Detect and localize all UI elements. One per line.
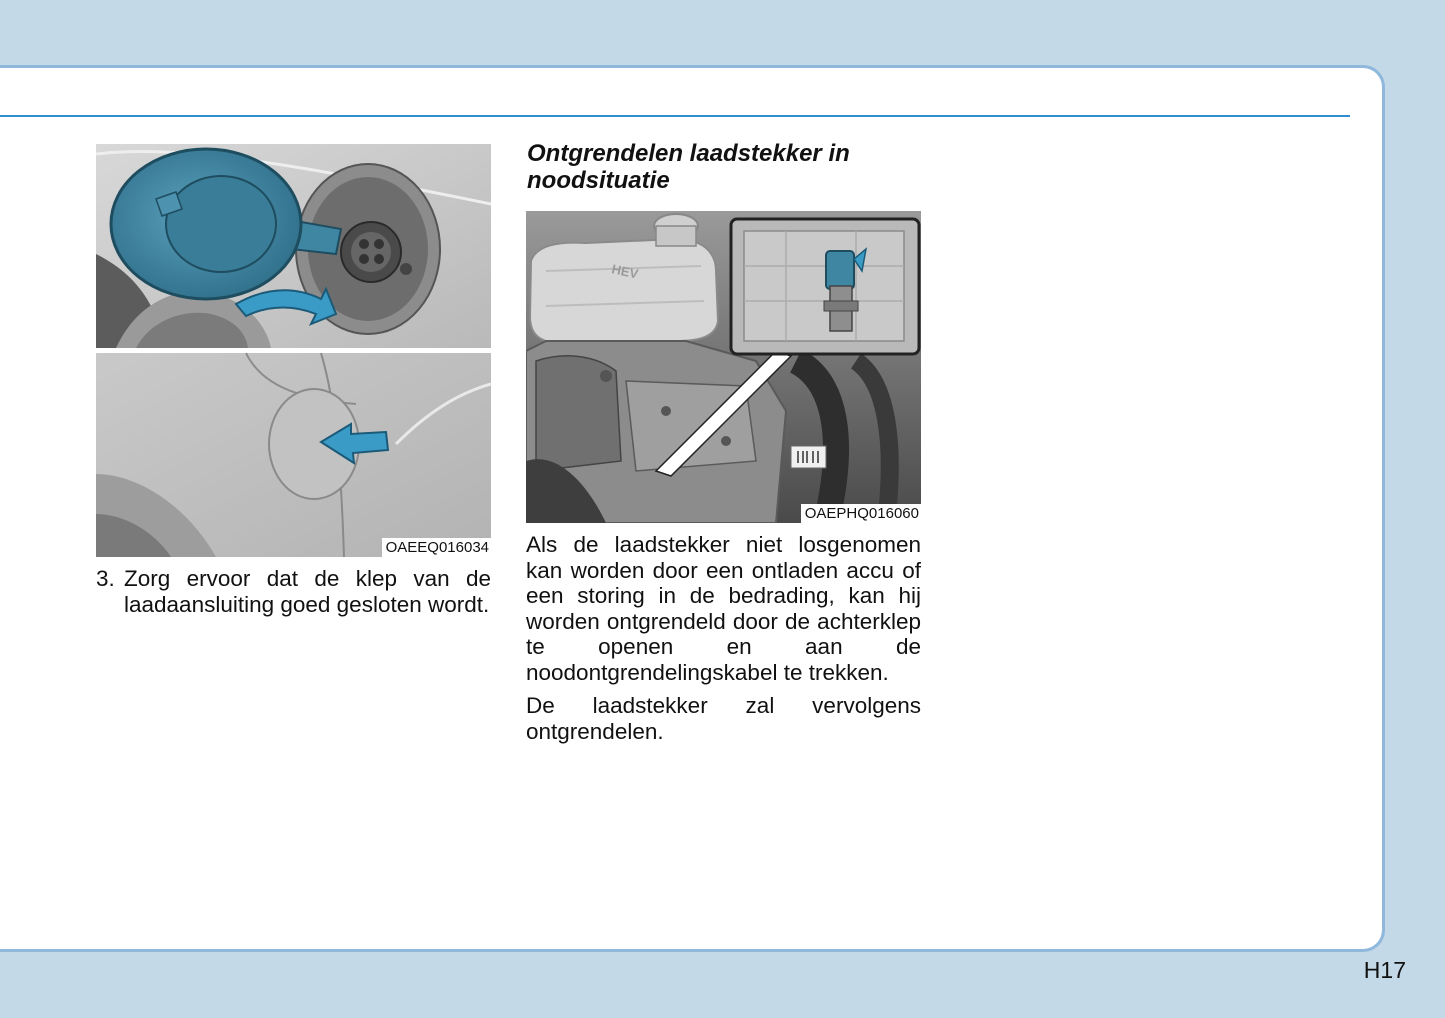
- paragraph: Als de laadstekker niet losgenomen kan worden door een ontladen accu of een storing in de bedrading, kan hij worden ontgrendeld door de achterklep te openen en aan de noodontgrendelingskabel te trekken.: [526, 532, 921, 685]
- header-rule: [0, 115, 1350, 117]
- hev-embossed-label: HEV: [610, 261, 640, 282]
- figure-code: OAEPHQ016060: [801, 504, 921, 523]
- engine-bay-illustration: [526, 211, 921, 523]
- engine-bay-figure: [526, 211, 921, 523]
- step-text: Zorg ervoor dat de klep van de laadaansluiting goed gesloten wordt.: [124, 566, 491, 617]
- charge-port-illustration: [96, 144, 491, 557]
- step-list: [96, 566, 491, 617]
- instruction-text: [526, 532, 921, 744]
- step-item: [96, 566, 491, 617]
- section-heading: Ontgrendelen laadstekker in noodsituatie: [527, 140, 850, 194]
- step-number: 3.: [96, 566, 115, 591]
- charge-port-figure: [96, 144, 491, 557]
- page-number: H17: [1363, 957, 1406, 983]
- figure-code: OAEEQ016034: [382, 538, 491, 557]
- paragraph: De laadstekker zal vervolgens ontgrendelen.: [526, 693, 921, 744]
